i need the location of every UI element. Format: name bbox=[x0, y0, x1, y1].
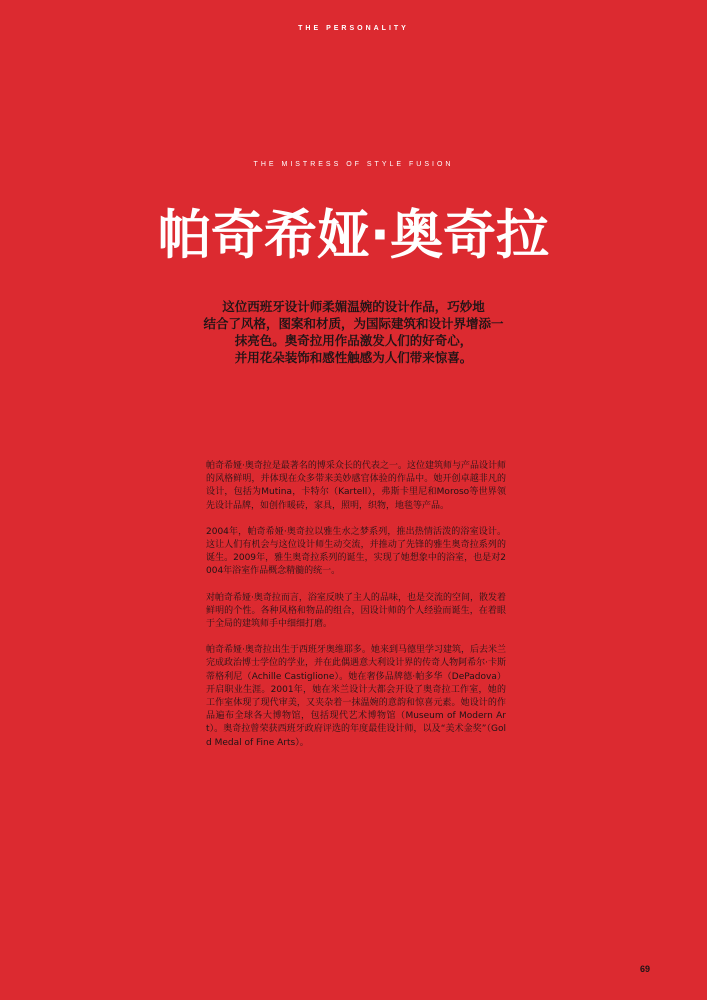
body-paragraph: 对帕奇希娅·奥奇拉而言，浴室反映了主人的品味，也是交流的空间，散发着鲜明的个性。各种风格和物品的组合，因设计师的个人经验而诞生，在着眼于全局的建筑师手中细细打磨。 bbox=[206, 592, 506, 630]
lead-line: 抹亮色。奥奇拉用作品激发人们的好奇心， bbox=[234, 333, 473, 348]
section-tag: THE PERSONALITY bbox=[298, 25, 409, 32]
body-paragraph: 2004年，帕奇希娅·奥奇拉以雅生水之梦系列，推出热情活泼的浴室设计。这让人们有机会与这位设计师生动交流，并推动了先锋的雅生奥奇拉系列的诞生。2009年，雅生奥奇拉系列的诞生，实现了她想象中的浴室，也是对2004年浴室作品概念精髓的统一。 bbox=[206, 526, 506, 577]
lead-paragraph bbox=[0, 298, 707, 366]
article-body bbox=[206, 460, 506, 763]
body-paragraph: 帕奇希娅·奥奇拉出生于西班牙奥维耶多。她来到马德里学习建筑，后去米兰完成政治博士学位的学业，并在此偶遇意大利设计界的传奇人物阿希尔·卡斯蒂格利尼（Achille Castiglione）。她在奢侈品牌德·帕多华（DePadova）开启职业生涯。2001年，她在米兰设计大都会开设了奥奇拉工作室，她的工作室体现了现代审美，又夹杂着一抹温婉的意韵和惊喜元素。她设计的作品遍布全球各大博物馆，包括现代艺术博物馆（Museum of Modern Art）。奥奇拉曾荣获西班牙政府评选的年度最佳设计师，以及“美术金奖”（Gold Medal of Fine Arts）。 bbox=[206, 645, 506, 748]
lead-line: 并用花朵装饰和感性触感为人们带来惊喜。 bbox=[234, 350, 473, 365]
lead-line: 这位西班牙设计师柔媚温婉的设计作品，巧妙地 bbox=[222, 299, 485, 314]
article-subtitle: THE MISTRESS OF STYLE FUSION bbox=[253, 161, 454, 168]
body-paragraph: 帕奇希娅·奥奇拉是最著名的博采众长的代表之一。这位建筑师与产品设计师的风格鲜明，并体现在众多带来美妙感官体验的作品中。她开创卓越非凡的设计，包括为Mutina，卡特尔（Kartell），弗斯卡里尼和Moroso等世界领先设计品牌，如创作暖砖，家具，照明，织物，地毯等产品。 bbox=[206, 461, 506, 511]
page-number: 69 bbox=[640, 964, 651, 974]
lead-line: 结合了风格，图案和材质，为国际建筑和设计界增添一 bbox=[203, 316, 504, 331]
article-title: 帕奇希娅·奥奇拉 bbox=[157, 205, 550, 266]
